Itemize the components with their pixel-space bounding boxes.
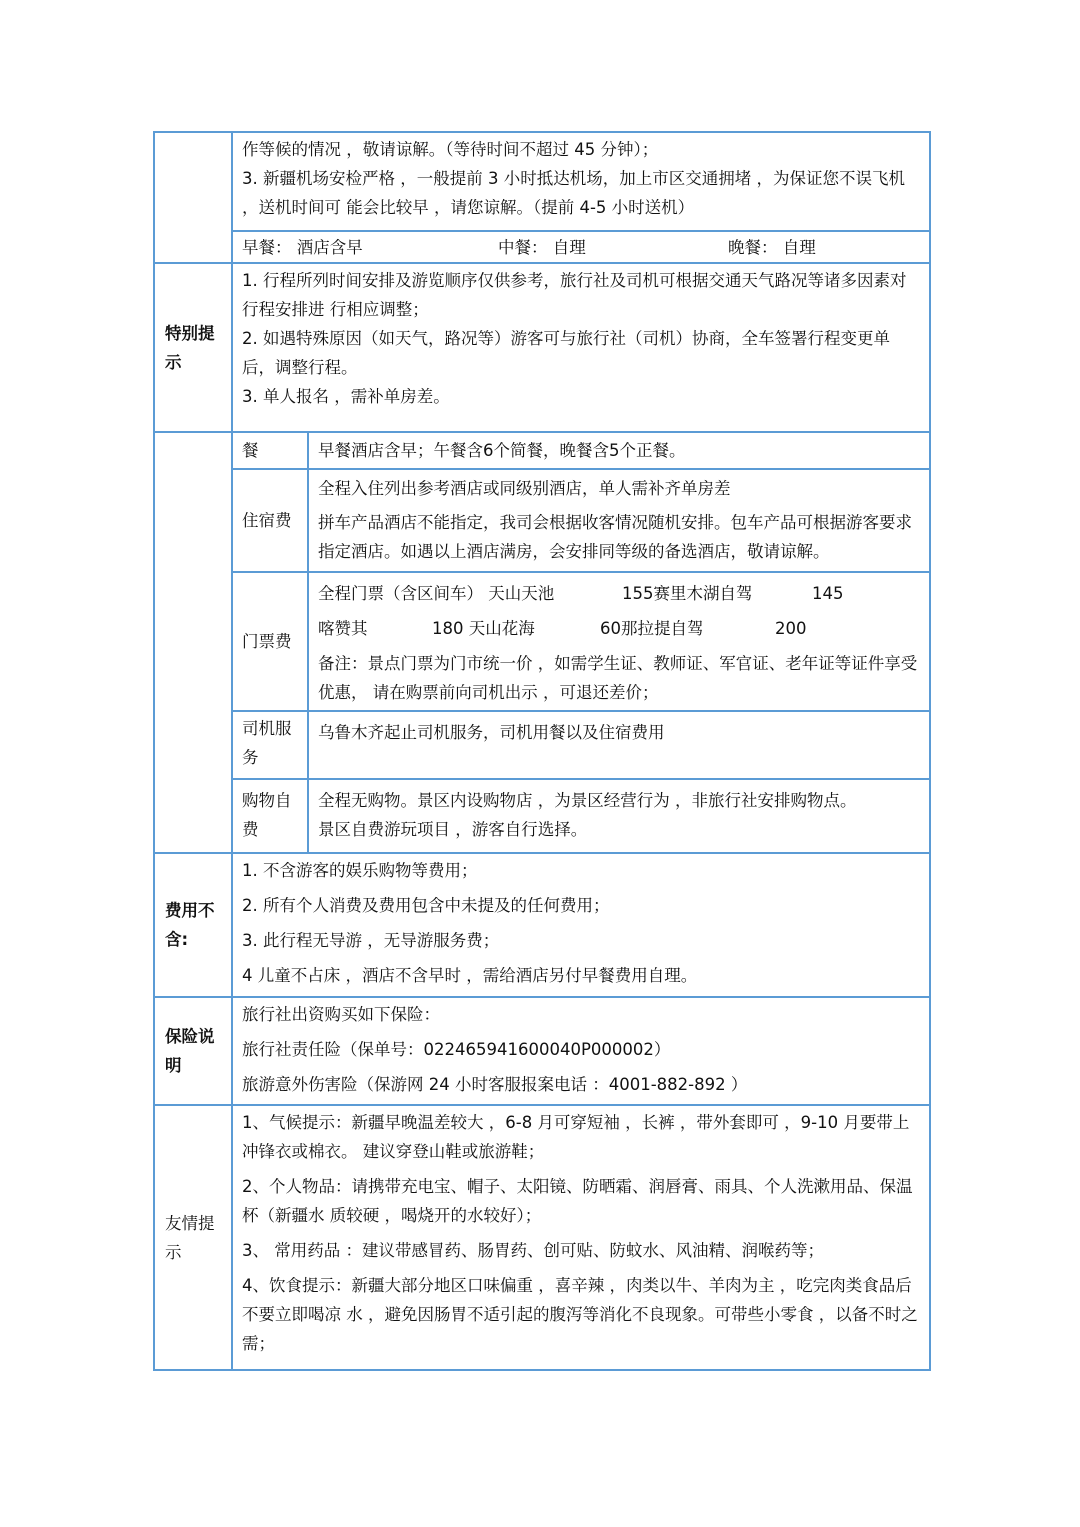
ticket-nalati: 60那拉提自驾 <box>600 619 704 638</box>
arrival-row <box>154 132 930 231</box>
tip-item-belongings: 2、个人物品：请携带充电宝、帽子、太阳镜、防晒霜、润唇膏、雨具、个人洗漱用品、保温杯（新疆水 质较硬 ，喝烧开的水较好）； <box>242 1177 913 1225</box>
special-notes-content <box>232 263 930 432</box>
meal-lunch: 中餐： 自理 <box>498 238 586 257</box>
arrival-label-cell <box>154 132 232 263</box>
excluded-row <box>154 853 930 997</box>
included-tickets-row <box>154 572 930 711</box>
special-notes-label: 特别提示 <box>154 263 232 432</box>
tickets-row-2 <box>318 614 921 643</box>
tickets-note: 备注：景点门票为门市统一价 ，如需学生证、教师证、军官证、老年证等证件享受优惠， 请在购票前向司机出示 ，可退还差价； <box>318 654 918 702</box>
included-shopping-row <box>154 779 930 853</box>
insurance-content <box>232 997 930 1105</box>
arrival-line-2: 3. 新疆机场安检严格 ，一般提前 3 小时抵达机场，加上市区交通拥堵 ，为保证您不误飞机 ，送机时间可 能会比较早 ，请您谅解。（提前 4-5 小时送机） <box>242 169 905 217</box>
special-notes-row <box>154 263 930 432</box>
excluded-item: 1. 不含游客的娱乐购物等费用； <box>242 861 478 880</box>
tip-item-medicine: 3、 常用药品 ：建议带感冒药、肠胃药、创可贴、防蚊水、风油精、润喉药等； <box>242 1241 824 1260</box>
tickets-row-1 <box>318 579 921 608</box>
ticket-sayram: 155赛里木湖自驾 <box>622 584 753 603</box>
ticket-huahai: 180 天山花海 <box>432 619 535 638</box>
excluded-content <box>232 853 930 997</box>
included-label-cell <box>154 432 232 853</box>
meals-content <box>232 231 930 263</box>
ticket-price-145: 145 <box>812 584 844 603</box>
included-meal-text: 早餐酒店含早；午餐含6个简餐，晚餐含5个正餐。 <box>308 432 930 469</box>
insurance-label: 保险说明 <box>154 997 232 1105</box>
itinerary-table <box>153 131 931 1371</box>
ticket-tianchi: 全程门票（含区间车） 天山天池 <box>318 584 555 603</box>
shopping-line-1: 全程无购物。景区内设购物店 ，为景区经营行为 ，非旅行社安排购物点。 <box>318 791 857 810</box>
shopping-line-2: 景区自费游玩项目 ，游客自行选择。 <box>318 820 588 839</box>
included-lodging-label: 住宿费 <box>232 469 308 572</box>
excluded-label: 费用不含: <box>154 853 232 997</box>
meals-row <box>154 231 930 263</box>
lodging-line-2: 拼车产品酒店不能指定，我司会根据收客情况随机安排。包车产品可根据游客要求指定酒店。如遇以上酒店满房，会安排同等级的备选酒店，敬请谅解。 <box>318 513 912 561</box>
included-shopping-label: 购物自费 <box>232 779 308 853</box>
tips-content <box>232 1105 930 1370</box>
special-note-item: 3. 单人报名 ，需补单房差。 <box>242 387 450 406</box>
ticket-price-200: 200 <box>775 619 807 638</box>
meal-dinner: 晚餐： 自理 <box>728 238 816 257</box>
included-driver-text: 乌鲁木齐起止司机服务，司机用餐以及住宿费用 <box>308 711 930 779</box>
special-note-item: 2. 如遇特殊原因（如天气，路况等）游客可与旅行社（司机）协商，全车签署行程变更单后，调整行程。 <box>242 329 890 377</box>
excluded-item: 3. 此行程无导游 ，无导游服务费； <box>242 931 500 950</box>
included-tickets-content <box>308 572 930 711</box>
tips-label: 友情提示 <box>154 1105 232 1370</box>
included-meal-label: 餐 <box>232 432 308 469</box>
insurance-row <box>154 997 930 1105</box>
tips-row <box>154 1105 930 1370</box>
included-lodging-row <box>154 469 930 572</box>
meal-breakfast: 早餐： 酒店含早 <box>242 238 363 257</box>
special-note-item: 1. 行程所列时间安排及游览顺序仅供参考，旅行社及司机可根据交通天气路况等诸多因素对行程安排进 行相应调整； <box>242 271 907 319</box>
excluded-item: 2. 所有个人消费及费用包含中未提及的任何费用； <box>242 896 610 915</box>
insurance-hotline: 旅游意外伤害险（保游网 24 小时客服报案电话 ：4001-882-892 ） <box>242 1075 748 1094</box>
included-shopping-content <box>308 779 930 853</box>
included-lodging-content <box>308 469 930 572</box>
excluded-item: 4 儿童不占床 ，酒店不含早时 ，需给酒店另付早餐费用自理。 <box>242 966 698 985</box>
tip-item-diet: 4、饮食提示：新疆大部分地区口味偏重 ，喜辛辣 ，肉类以牛、羊肉为主 ，吃完肉类食品后不要立即喝凉 水 ，避免因肠胃不适引起的腹泻等消化不良现象。可带些小零食 ，以备不时之需； <box>242 1276 918 1353</box>
included-driver-row <box>154 711 930 779</box>
insurance-policy-number: 旅行社责任险（保单号：022465941600040P000002） <box>242 1040 671 1059</box>
ticket-kazanqi: 喀赞其 <box>318 619 368 638</box>
included-driver-label: 司机服务 <box>232 711 308 779</box>
tip-item-climate: 1、气候提示：新疆早晚温差较大 ，6-8 月可穿短袖 ，长裤 ，带外套即可 ，9-10 月要带上冲锋衣或棉衣。 建议穿登山鞋或旅游鞋； <box>242 1113 910 1161</box>
included-meal-row <box>154 432 930 469</box>
arrival-content <box>232 132 930 231</box>
arrival-line-1: 作等候的情况 ，敬请谅解。（等待时间不超过 45 分钟）； <box>242 140 659 159</box>
lodging-line-1: 全程入住列出参考酒店或同级别酒店，单人需补齐单房差 <box>318 479 731 498</box>
included-tickets-label: 门票费 <box>232 572 308 711</box>
insurance-item: 旅行社出资购买如下保险： <box>242 1005 440 1024</box>
